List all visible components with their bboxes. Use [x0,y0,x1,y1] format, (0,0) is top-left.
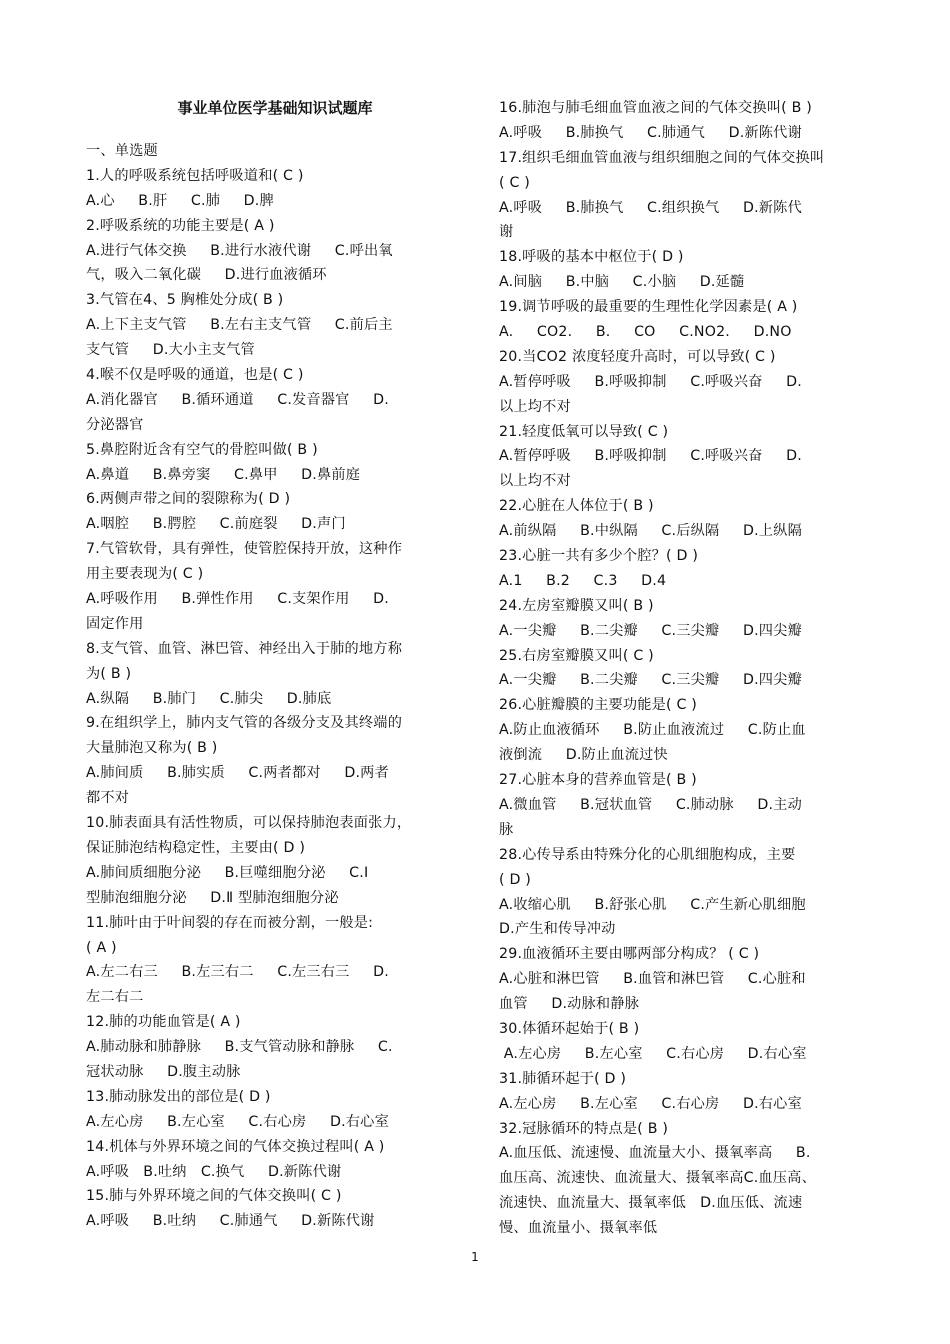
text-line: 2.呼吸系统的功能主要是( A ) [86,217,275,234]
text-line: 气，吸入二氧化碳 D.进行血液循环 [86,267,327,284]
text-line: ( C ) [499,174,530,191]
text-line: A.微血管 B.冠状血管 C.肺动脉 D.主动 [499,796,802,813]
text-line: 29.血液循环主要由哪两部分构成？ ( C ) [499,946,760,963]
right-column [499,96,879,1241]
text-line: A.间脑 B.中脑 C.小脑 D.延髓 [499,274,745,291]
left-column-lines [86,139,464,1234]
page-number: 1 [471,1250,479,1264]
text-line: 11.肺叶由于叶间裂的存在而被分割，一般是: [86,914,374,931]
text-line: A.肺间质细胞分泌 B.巨噬细胞分泌 C.Ⅰ [86,864,369,881]
text-line: 血压高、流速快、血流量大、摄氧率高C.血压高、 [499,1170,816,1187]
text-line: 谢 [499,224,514,241]
text-line: 8.支气管、血管、淋巴管、神经出入于肺的地方称 [86,640,403,657]
text-line: 分泌器官 [86,416,144,433]
text-line: A.咽腔 B.腭腔 C.前庭裂 D.声门 [86,516,346,533]
text-line: 5.鼻腔附近含有空气的骨腔叫做( B ) [86,441,318,458]
text-line: A.1 B.2 C.3 D.4 [499,572,667,589]
text-line: A.左心房 B.左心室 C.右心房 D.右心室 [499,1045,807,1062]
text-line: A.呼吸 B.吐纳 C.换气 D.新陈代谢 [86,1163,342,1180]
text-line: 15.肺与外界环境之间的气体交换叫( C ) [86,1188,342,1205]
text-line: 4.喉不仅是呼吸的通道，也是( C ) [86,367,304,384]
text-line: 23.心脏一共有多少个腔？( D ) [499,548,699,565]
text-line: A.上下主支气管 B.左右主支气管 C.前后主 [86,317,393,334]
text-line: 30.体循环起始于( B ) [499,1020,640,1037]
text-line: 18.呼吸的基本中枢位于( D ) [499,249,684,266]
text-line: A.暂停呼吸 B.呼吸抑制 C.呼吸兴奋 D. [499,448,802,465]
text-line: 28.心传导系由特殊分化的心肌细胞构成，主要 [499,846,796,863]
text-line: 21.轻度低氧可以导致( C ) [499,423,669,440]
text-line: 都不对 [86,790,130,807]
text-line: A.一尖瓣 B.二尖瓣 C.三尖瓣 D.四尖瓣 [499,622,802,639]
text-line: A.防止血液循环 B.防止血液流过 C.防止血 [499,722,806,739]
text-line: 固定作用 [86,615,144,632]
text-line: 31.肺循环起于( D ) [499,1070,627,1087]
text-line: 液倒流 D.防止血流过快 [499,747,668,764]
text-line: A.呼吸 B.肺换气 C.组织换气 D.新陈代 [499,199,802,216]
text-line: 17.组织毛细血管血液与组织细胞之间的气体交换叫 [499,149,825,166]
text-line: D.产生和传导冲动 [499,921,616,938]
text-line: A.纵隔 B.肺门 C.肺尖 D.肺底 [86,690,332,707]
text-line: A.进行气体交换 B.进行水液代谢 C.呼出氧 [86,242,393,259]
text-line: 16.肺泡与肺毛细血管血液之间的气体交换叫( B ) [499,100,812,116]
text-line: A.左心房 B.左心室 C.右心房 D.右心室 [499,1095,802,1112]
text-line: 血管 D.动脉和静脉 [499,996,640,1013]
text-line: 12.肺的功能血管是( A ) [86,1014,241,1031]
text-line: A.鼻道 B.鼻旁窦 C.鼻甲 D.鼻前庭 [86,466,361,483]
document-title: 事业单位医学基础知识试题库 [177,99,373,117]
text-line: 20.当CO2 浓度轻度升高时，可以导致( C ) [499,348,776,365]
text-line: 13.肺动脉发出的部位是( D ) [86,1088,271,1105]
text-line: ( A ) [86,939,117,956]
text-line: A.肺间质 B.肺实质 C.两者都对 D.两者 [86,765,389,782]
text-line: 以上均不对 [499,473,571,490]
text-line: A.左心房 B.左心室 C.右心房 D.右心室 [86,1113,389,1130]
text-line: 大量肺泡又称为( B ) [86,740,218,757]
text-line: 型肺泡细胞分泌 D.Ⅱ 型肺泡细胞分泌 [86,889,339,906]
text-line: A.呼吸 B.吐纳 C.肺通气 D.新陈代谢 [86,1213,375,1230]
text-line: ( D ) [499,871,532,888]
text-line: 冠状动脉 D.腹主动脉 [86,1063,241,1080]
text-line: 支气管 D.大小主支气管 [86,342,255,359]
text-line: 10.肺表面具有活性物质，可以保持肺泡表面张力， [86,815,412,832]
text-line: 保证肺泡结构稳定性，主要由( D ) [86,839,306,856]
text-line: A.呼吸作用 B.弹性作用 C.支架作用 D. [86,591,389,608]
text-line: A.心脏和淋巴管 B.血管和淋巴管 C.心脏和 [499,971,806,988]
left-column [86,96,464,1234]
text-line: 27.心脏本身的营养血管是( B ) [499,772,697,789]
text-line: A.一尖瓣 B.二尖瓣 C.三尖瓣 D.四尖瓣 [499,672,802,689]
text-line: 26.心脏瓣膜的主要功能是( C ) [499,697,698,714]
text-line: 24.左房室瓣膜又叫( B ) [499,597,654,614]
text-line: A.心 B.肝 C.肺 D.脾 [86,192,274,209]
text-line: 19.调节呼吸的最重要的生理性化学因素是( A ) [499,299,798,316]
text-line: A.血压低、流速慢、血流量大小、摄氧率高 B. [499,1145,811,1162]
text-line: 14.机体与外界环境之间的气体交换过程叫( A ) [86,1138,385,1155]
text-line: 3.气管在4、5 胸椎处分成( B ) [86,292,284,309]
text-line: 32.冠脉循环的特点是( B ) [499,1120,669,1137]
right-column-lines [499,96,879,1241]
text-line: A.收缩心肌 B.舒张心肌 C.产生新心肌细胞 [499,896,806,913]
text-line: A.呼吸 B.肺换气 C.肺通气 D.新陈代谢 [499,124,802,141]
text-line: 用主要表现为( C ) [86,566,204,583]
text-line: 7.气管软骨，具有弹性，使管腔保持开放，这种作 [86,541,403,558]
text-line: A.肺动脉和肺静脉 B.支气管动脉和静脉 C. [86,1039,393,1056]
text-line: 22.心脏在人体位于( B ) [499,498,654,515]
text-line: A. CO2. B. CO C.NO2. D.NO [499,324,792,341]
text-line: 25.右房室瓣膜又叫( C ) [499,647,654,664]
text-line: A.暂停呼吸 B.呼吸抑制 C.呼吸兴奋 D. [499,373,802,390]
text-line: 以上均不对 [499,398,571,415]
text-line: 9.在组织学上，肺内支气管的各级分支及其终端的 [86,715,403,732]
text-line: 一、单选题 [86,143,158,159]
text-line: 慢、血流量小、摄氧率低 [499,1220,658,1237]
text-line: 为( B ) [86,665,132,682]
text-line: 6.两侧声带之间的裂隙称为( D ) [86,491,291,508]
text-line: 1.人的呼吸系统包括呼吸道和( C ) [86,167,304,184]
text-line: 流速快、血流量大、摄氧率低 D.血压低、流速 [499,1195,803,1212]
text-line: 左二右二 [86,989,144,1006]
text-line: A.前纵隔 B.中纵隔 C.后纵隔 D.上纵隔 [499,523,802,540]
text-line: A.消化器官 B.循环通道 C.发音器官 D. [86,391,389,408]
text-line: 脉 [499,821,514,838]
text-line: A.左二右三 B.左三右二 C.左三右三 D. [86,964,389,981]
